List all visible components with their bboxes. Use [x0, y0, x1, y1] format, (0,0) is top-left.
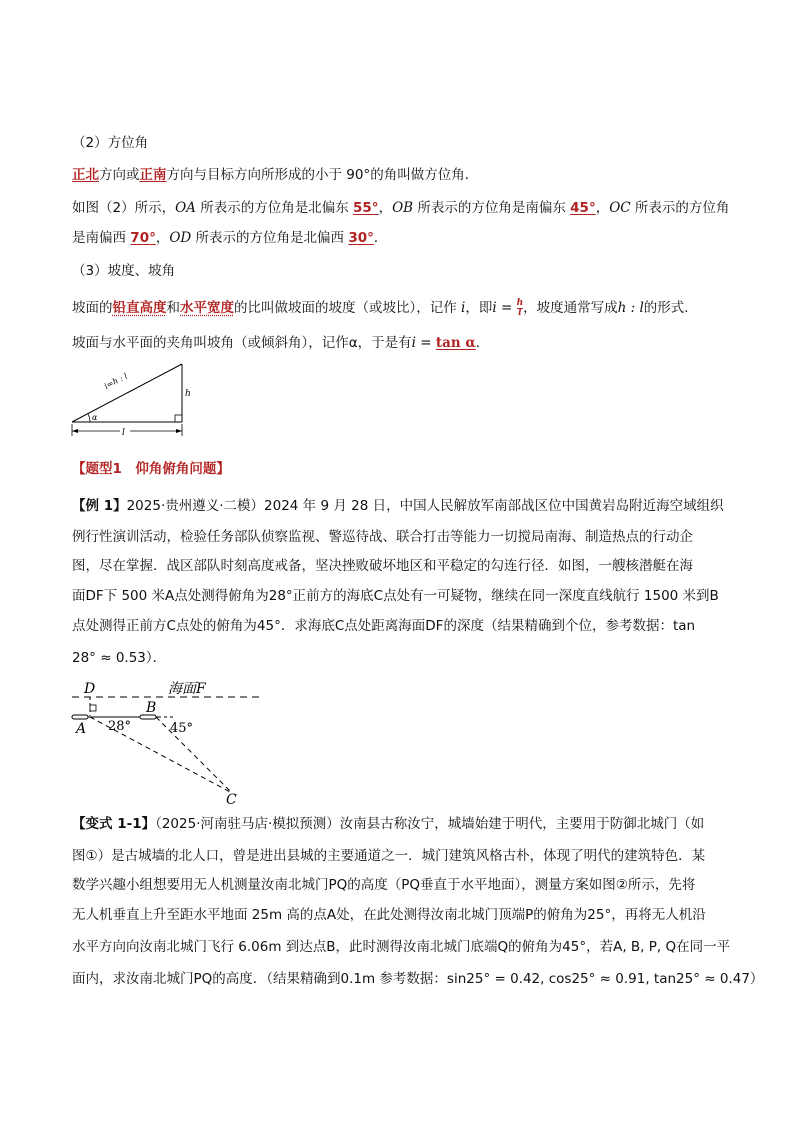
text: 所表示的方位角是北偏西 [191, 230, 349, 246]
variant1-line4: 无人机垂直上升至距水平地面 25m 高的点A处，在此处测得汝南北城门顶端P的俯角为25°，再将无人机沿 [72, 907, 706, 923]
submarine-figure [68, 676, 268, 806]
bearing-example-line1 [72, 198, 729, 218]
slope-definition [72, 298, 698, 318]
point-d: D [84, 681, 96, 697]
formula-i: i = [411, 335, 436, 351]
right-angle-mark [175, 415, 182, 422]
term-horizontal-width: 水平宽度 [180, 300, 234, 316]
term-vertical-height: 铅直高度 [112, 300, 167, 316]
text: ． [475, 335, 490, 351]
text: ， [595, 200, 610, 216]
text: 方向或 [99, 167, 140, 183]
slope-triangle-figure [68, 360, 198, 440]
text: ，坡度通常写成 [523, 300, 618, 316]
formula-i: i = [492, 300, 517, 316]
ray-oa: OA [175, 200, 196, 216]
text: 如图（2）所示， [72, 200, 176, 216]
bearing-definition [72, 165, 478, 185]
slope-angle-definition [72, 333, 489, 353]
answer-55: 55° [353, 200, 379, 216]
variant1-line5: 水平方向向汝南北城门飞行 6.06m 到达点B，此时测得汝南北城门底端Q的俯角为45°，若A, B, P, Q在同一平 [72, 939, 731, 955]
fraction-numerator: h [516, 297, 524, 308]
example1-label: 【例 1】 [72, 498, 127, 514]
text: 所表示的方位角 [630, 200, 730, 216]
right-angle-mark [90, 705, 96, 711]
section-heading-slope: （3）坡度、坡角 [72, 263, 176, 279]
answer-45: 45° [570, 200, 596, 216]
example1-line4: 面DF下 500 米A点处测得俯角为28°正前方的海底C点处有一可疑物，继续在同一深度直线航行 1500 米到B [72, 588, 719, 604]
ratio-form: h : l [617, 300, 644, 316]
example1-line3: 图，尽在掌握．战区部队时刻高度戒备，坚决挫败破坏地区和平稳定的勾连行径．如图，一艘核潜艇在海 [72, 558, 693, 574]
point-a: A [76, 721, 87, 737]
example1-line6: 28° ≈ 0.53）． [72, 650, 167, 666]
variant1-line3: 数学兴趣小组想要用无人机测量汝南北城门PQ的高度（PQ垂直于水平地面），测量方案如图②所示，先将 [72, 877, 696, 893]
text: 的形式． [643, 300, 698, 316]
sea-surface-label: 海面F [168, 681, 206, 697]
text: ，即 [465, 300, 493, 316]
angle-45-label: 45° [170, 721, 194, 736]
term-due-south: 正南 [139, 167, 167, 183]
text: 的比叫做坡面的坡度（或坡比），记作 [234, 300, 462, 316]
slope-line [72, 364, 182, 422]
ray-ob: OB [392, 200, 414, 216]
text: （2025·河南驻马店·模拟预测）汝南县古称汝宁，城墙始建于明代，主要用于防御北城门（如 [155, 816, 705, 832]
alpha-label: α [92, 413, 98, 422]
text: 是南偏西 [72, 230, 131, 246]
submarine-a [72, 715, 88, 719]
variant1-line1 [72, 814, 704, 834]
ray-od: OD [169, 230, 192, 246]
variant1-line2: 图①）是古城墙的北人口，曾是进出县城的主要通道之一．城门建筑风格古朴，体现了明代的建筑特色．某 [72, 848, 706, 864]
example1-line1 [72, 496, 724, 516]
text: 所表示的方位角是北偏东 [195, 200, 354, 216]
dim-arrow-left [72, 429, 78, 433]
text: 所表示的方位角是南偏东 [413, 200, 571, 216]
text: 和 [166, 300, 180, 316]
bearing-example-line2 [72, 228, 387, 248]
width-label: l [122, 428, 125, 438]
answer-70: 70° [130, 230, 156, 246]
answer-tan-alpha: tan α [435, 335, 476, 351]
text: ． [373, 230, 388, 246]
answer-30: 30° [348, 230, 374, 246]
point-b: B [146, 700, 157, 716]
angle-28-label: 28° [108, 719, 132, 734]
variant1-line6: 面内，求汝南北城门PQ的高度．（结果精确到0.1m 参考数据：sin25° = 0.42, cos25° ≈ 0.91, tan25° ≈ 0.47） [72, 971, 764, 987]
angle-arc [88, 414, 90, 422]
term-due-north: 正北 [72, 167, 99, 183]
text: 方向与目标方向所形成的小于 90°的角叫做方位角． [166, 167, 479, 183]
text: 2025·贵州遵义·二模）2024 年 9 月 28 日，中国人民解放军南部战区位中国黄岩岛附近海空域组织 [126, 498, 724, 514]
example1-line2: 例行性演训活动，检验任务部队侦察监视、警巡待战、联合打击等能力一切搅局南海、制造热点的行动企 [72, 529, 693, 545]
text: 坡面与水平面的夹角叫坡角（或倾斜角），记作α，于是有 [72, 335, 412, 351]
height-label: h [185, 389, 191, 399]
section-heading-bearing: （2）方位角 [72, 135, 149, 151]
variant1-label: 【变式 1-1】 [72, 816, 156, 832]
sight-line-b [156, 717, 232, 793]
example1-line5: 点处测得正前方C点处的俯角为45°．求海底C点处距离海面DF的深度（结果精确到个位，参考数据：tan [72, 618, 696, 634]
problem-type-title: 【题型1 仰角俯角问题】 [72, 461, 230, 477]
symbol-i: i [461, 300, 466, 316]
text: ， [155, 230, 170, 246]
dim-arrow-right [176, 429, 182, 433]
point-c: C [226, 792, 237, 806]
slope-label: i=h : l [102, 371, 129, 391]
fraction-denominator: l [518, 307, 522, 318]
ray-oc: OC [609, 200, 631, 216]
text: ， [378, 200, 393, 216]
text: 坡面的 [72, 300, 113, 316]
